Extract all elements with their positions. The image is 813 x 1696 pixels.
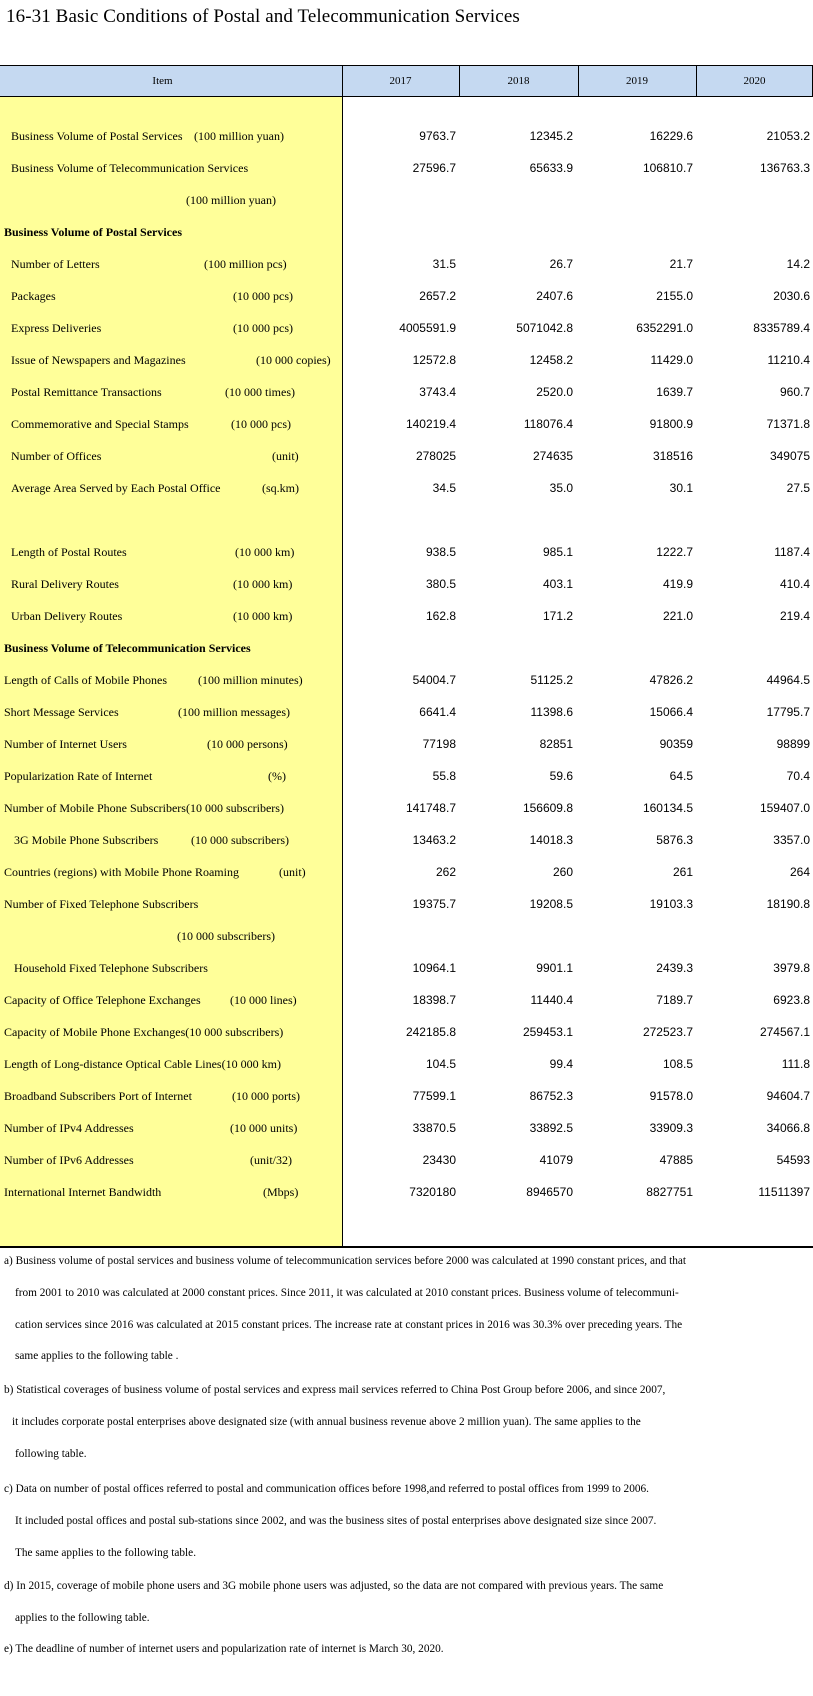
value-cell-2019: 33909.3	[649, 1121, 693, 1135]
table-row	[0, 152, 813, 184]
row-unit: (10 000 subscribers)	[177, 929, 275, 943]
value-cell-2020: 159407.0	[759, 801, 810, 815]
row-unit: (10 000 lines)	[230, 993, 297, 1007]
value-cell-2019: 108.5	[662, 1057, 693, 1071]
value-cell-2019: 1222.7	[656, 545, 693, 559]
value-cell-2018: 118076.4	[523, 417, 573, 431]
value-cell-2018: 14018.3	[529, 833, 573, 847]
value-cell-2019: 221.0	[662, 609, 693, 623]
table-row	[0, 600, 813, 632]
value-cell-2019	[578, 216, 693, 248]
value-cell-2017: 262	[435, 865, 456, 879]
value-cell-2020: 98899	[776, 737, 810, 751]
value-cell-2019: 47885	[659, 1153, 693, 1167]
row-unit: (unit/32)	[250, 1153, 292, 1167]
row-unit: (10 000 pcs)	[233, 289, 293, 303]
value-cell-2020: 54593	[776, 1153, 810, 1167]
row-unit: (100 million minutes)	[198, 673, 303, 687]
table-row	[0, 728, 813, 760]
value-cell-2020: 18190.8	[766, 897, 810, 911]
header-divider	[459, 65, 460, 97]
value-cell-2020: 1187.4	[774, 545, 810, 559]
table-row	[0, 120, 813, 152]
table-row	[0, 408, 813, 440]
value-cell-2018: 12458.2	[529, 353, 573, 367]
value-cell-2017: 9763.7	[419, 129, 456, 143]
value-cell-2020: 2030.6	[773, 289, 810, 303]
row-unit: (10 000 persons)	[207, 737, 288, 751]
note-line: cation services since 2016 was calculated at 2015 constant prices. The increase rate at constant prices in 2016 was 30.3% over preceding years. The	[15, 1319, 683, 1331]
section-heading: Business Volume of Postal Services	[4, 225, 183, 239]
value-cell-2020: 94604.7	[766, 1089, 810, 1103]
note-line: b) Statistical coverages of business volume of postal services and express mail services referred to China Post Group before 2006, and since 2007,	[4, 1384, 666, 1396]
row-label: International Internet Bandwidth	[4, 1185, 162, 1199]
value-cell-2017: 27596.7	[412, 161, 456, 175]
value-cell-2020	[696, 216, 810, 248]
row-unit: (100 million yuan)	[194, 129, 284, 143]
header-year-2019: 2019	[626, 75, 648, 87]
value-cell-2019	[578, 632, 693, 664]
value-cell-2018: 8946570	[526, 1185, 573, 1199]
value-cell-2018: 274635	[532, 449, 573, 463]
header-divider	[696, 65, 697, 97]
row-unit: (unit)	[272, 449, 299, 463]
table-row	[0, 920, 813, 952]
row-label: Average Area Served by Each Postal Office	[11, 481, 221, 495]
value-cell-2018: 403.1	[542, 577, 573, 591]
value-cell-2020: 27.5	[786, 481, 810, 495]
row-unit: (10 000 ports)	[232, 1089, 300, 1103]
row-label: Urban Delivery Routes	[11, 609, 123, 623]
value-cell-2020: 960.7	[779, 385, 810, 399]
row-label: Length of Long-distance Optical Cable Lines(10 000 km)	[4, 1057, 281, 1071]
value-cell-2017: 13463.2	[412, 833, 456, 847]
note-line: The same applies to the following table.	[15, 1547, 197, 1559]
table-row	[0, 280, 813, 312]
row-label: Number of Fixed Telephone Subscribers	[4, 897, 199, 911]
row-label: Capacity of Mobile Phone Exchanges(10 000 subscribers)	[4, 1025, 284, 1039]
row-unit: (10 000 times)	[225, 385, 295, 399]
value-cell-2017: 31.5	[432, 257, 456, 271]
statistics-table	[0, 65, 813, 1247]
value-cell-2018: 5071042.8	[516, 321, 573, 335]
value-cell-2018: 12345.2	[529, 129, 573, 143]
value-cell-2018: 2520.0	[536, 385, 573, 399]
value-cell-2020: 264	[789, 865, 810, 879]
value-cell-2020	[696, 920, 810, 952]
value-cell-2017: 77599.1	[412, 1089, 456, 1103]
row-unit: (100 million yuan)	[186, 193, 276, 207]
value-cell-2018: 260	[552, 865, 573, 879]
row-unit: (sq.km)	[262, 481, 299, 495]
value-cell-2019: 318516	[652, 449, 693, 463]
value-cell-2019: 5876.3	[656, 833, 693, 847]
value-cell-2017: 55.8	[432, 769, 456, 783]
value-cell-2019: 91578.0	[649, 1089, 693, 1103]
value-cell-2019: 30.1	[669, 481, 693, 495]
row-label: Number of Offices	[11, 449, 102, 463]
value-cell-2017: 7320180	[409, 1185, 456, 1199]
value-cell-2019: 106810.7	[642, 161, 693, 175]
row-label: Number of IPv6 Addresses	[4, 1153, 134, 1167]
table-row	[0, 888, 813, 920]
value-cell-2020: 274567.1	[759, 1025, 810, 1039]
value-cell-2017: 380.5	[425, 577, 456, 591]
value-cell-2017: 104.5	[425, 1057, 456, 1071]
table-header	[0, 65, 813, 97]
value-cell-2020: 44964.5	[766, 673, 810, 687]
note-line: following table.	[15, 1448, 87, 1460]
value-cell-2019: 2155.0	[656, 289, 693, 303]
header-year-2017: 2017	[389, 75, 412, 87]
value-cell-2018: 171.2	[542, 609, 573, 623]
value-cell-2019: 1639.7	[656, 385, 693, 399]
row-label: Issue of Newspapers and Magazines	[11, 353, 186, 367]
value-cell-2018: 59.6	[549, 769, 573, 783]
value-cell-2020	[696, 632, 810, 664]
value-cell-2018: 33892.5	[529, 1121, 573, 1135]
table-row	[0, 1144, 813, 1176]
value-cell-2018: 99.4	[549, 1057, 573, 1071]
row-label: Length of Calls of Mobile Phones	[4, 673, 167, 687]
row-label: Packages	[11, 289, 56, 303]
table-row	[0, 344, 813, 376]
value-cell-2020: 11210.4	[767, 353, 810, 367]
value-cell-2018: 65633.9	[529, 161, 573, 175]
table-row	[0, 952, 813, 984]
value-cell-2017: 34.5	[432, 481, 456, 495]
table-bottom-rule	[0, 1246, 813, 1248]
value-cell-2018	[459, 216, 573, 248]
note-line: it includes corporate postal enterprises above designated size (with annual business revenue above 2 million yuan). The same applies to the	[12, 1416, 641, 1428]
value-cell-2019: 6352291.0	[636, 321, 693, 335]
value-cell-2017: 54004.7	[412, 673, 456, 687]
value-cell-2020: 111.8	[781, 1057, 810, 1071]
row-unit: (10 000 subscribers)	[185, 1025, 284, 1039]
section-heading: Business Volume of Telecommunication Services	[4, 641, 251, 655]
value-cell-2019: 15066.4	[649, 705, 693, 719]
table-row	[0, 1048, 813, 1080]
row-unit: (10 000 km)	[233, 577, 293, 591]
row-unit: (unit)	[279, 865, 306, 879]
table-row	[0, 824, 813, 856]
table-row	[0, 1016, 813, 1048]
row-unit: (%)	[268, 769, 286, 783]
row-unit: (10 000 copies)	[256, 353, 331, 367]
value-cell-2017	[342, 216, 456, 248]
row-label: Number of Letters	[11, 257, 100, 271]
value-cell-2020	[696, 504, 810, 536]
row-unit: (Mbps)	[263, 1185, 299, 1199]
row-label: Household Fixed Telephone Subscribers	[14, 961, 208, 975]
table-row	[0, 1176, 813, 1208]
value-cell-2020: 136763.3	[759, 161, 810, 175]
value-cell-2020: 8335789.4	[753, 321, 810, 335]
row-label: Business Volume of Postal Services	[11, 129, 183, 143]
value-cell-2019	[578, 184, 693, 216]
table-row	[0, 376, 813, 408]
value-cell-2019: 261	[672, 865, 693, 879]
value-cell-2019	[578, 504, 693, 536]
value-cell-2017: 23430	[422, 1153, 456, 1167]
value-cell-2018: 259453.1	[522, 1025, 573, 1039]
value-cell-2019: 2439.3	[656, 961, 693, 975]
value-cell-2017: 12572.8	[412, 353, 456, 367]
value-cell-2020: 3357.0	[773, 833, 810, 847]
value-cell-2019: 272523.7	[642, 1025, 693, 1039]
value-cell-2018	[459, 920, 573, 952]
value-cell-2020: 219.4	[779, 609, 810, 623]
value-cell-2017: 162.8	[425, 609, 456, 623]
value-cell-2019: 19103.3	[649, 897, 693, 911]
value-cell-2019: 64.5	[669, 769, 693, 783]
value-cell-2017: 33870.5	[412, 1121, 456, 1135]
note-line: d) In 2015, coverage of mobile phone users and 3G mobile phone users was adjusted, so the data are not compared with previous years. The same	[4, 1580, 664, 1592]
value-cell-2020: 14.2	[786, 257, 810, 271]
table-row	[0, 696, 813, 728]
table-row	[0, 984, 813, 1016]
table-row	[0, 504, 813, 536]
value-cell-2019: 16229.6	[649, 129, 693, 143]
value-cell-2018: 26.7	[549, 257, 573, 271]
table-row	[0, 312, 813, 344]
row-label: Business Volume of Telecommunication Services	[11, 161, 249, 175]
value-cell-2020: 349075	[769, 449, 810, 463]
value-cell-2018: 19208.5	[529, 897, 573, 911]
value-cell-2017: 10964.1	[412, 961, 456, 975]
header-year-2018: 2018	[507, 75, 530, 87]
value-cell-2018	[459, 632, 573, 664]
row-unit: (100 million pcs)	[204, 257, 287, 271]
header-item: Item	[152, 75, 173, 87]
row-unit: (10 000 subscribers)	[191, 833, 289, 847]
value-cell-2018: 35.0	[549, 481, 573, 495]
value-cell-2018: 11440.4	[530, 993, 573, 1007]
table-row	[0, 664, 813, 696]
header-divider	[578, 65, 579, 97]
value-cell-2020: 6923.8	[773, 993, 810, 1007]
value-cell-2019	[578, 920, 693, 952]
value-cell-2017: 140219.4	[405, 417, 456, 431]
value-cell-2019: 7189.7	[656, 993, 693, 1007]
value-cell-2020: 17795.7	[766, 705, 810, 719]
table-row	[0, 632, 813, 664]
table-row	[0, 792, 813, 824]
value-cell-2018: 2407.6	[536, 289, 573, 303]
header-divider	[342, 65, 343, 97]
value-cell-2020	[696, 184, 810, 216]
row-unit: (10 000 km)	[235, 545, 295, 559]
value-cell-2019: 91800.9	[649, 417, 693, 431]
note-line: c) Data on number of postal offices referred to postal and communication offices before 1998,and referred to postal offices from 1999 to 2006.	[4, 1483, 649, 1495]
value-cell-2018: 41079	[539, 1153, 573, 1167]
value-cell-2020: 71371.8	[766, 417, 810, 431]
value-cell-2017: 2657.2	[419, 289, 456, 303]
value-cell-2018	[459, 504, 573, 536]
value-cell-2017: 4005591.9	[399, 321, 456, 335]
value-cell-2017: 278025	[415, 449, 456, 463]
value-cell-2019: 47826.2	[649, 673, 693, 687]
value-cell-2018: 86752.3	[529, 1089, 573, 1103]
value-cell-2018: 51125.2	[530, 673, 573, 687]
row-label: Capacity of Office Telephone Exchanges	[4, 993, 201, 1007]
value-cell-2020: 34066.8	[766, 1121, 810, 1135]
row-unit: (10 000 pcs)	[233, 321, 293, 335]
note-line: same applies to the following table .	[15, 1350, 179, 1362]
value-cell-2017	[342, 184, 456, 216]
value-cell-2019: 160134.5	[642, 801, 693, 815]
value-cell-2018	[459, 184, 573, 216]
value-cell-2019: 11429.0	[650, 353, 693, 367]
value-cell-2017: 6641.4	[419, 705, 456, 719]
value-cell-2017: 242185.8	[405, 1025, 456, 1039]
value-cell-2017: 3743.4	[419, 385, 456, 399]
table-row	[0, 216, 813, 248]
value-cell-2019: 8827751	[646, 1185, 693, 1199]
page-title: 16-31 Basic Conditions of Postal and Telecommunication Services	[6, 6, 520, 27]
table-row	[0, 472, 813, 504]
table-row	[0, 1112, 813, 1144]
note-line: applies to the following table.	[15, 1612, 150, 1624]
table-row	[0, 856, 813, 888]
row-label: Popularization Rate of Internet	[4, 769, 153, 783]
row-unit: (10 000 units)	[230, 1121, 298, 1135]
value-cell-2020: 70.4	[786, 769, 810, 783]
row-unit: (10 000 subscribers)	[185, 801, 284, 815]
row-unit: (10 000 km)	[221, 1057, 281, 1071]
value-cell-2020: 11511397	[758, 1185, 810, 1199]
value-cell-2018: 985.1	[542, 545, 573, 559]
table-row	[0, 1080, 813, 1112]
table-row	[0, 440, 813, 472]
value-cell-2019: 21.7	[669, 257, 693, 271]
table-row	[0, 184, 813, 216]
row-label: Rural Delivery Routes	[11, 577, 119, 591]
note-line: It included postal offices and postal sub-stations since 2002, and was the business sites of postal enterprises above designated size since 2007.	[15, 1515, 657, 1527]
value-cell-2020: 21053.2	[766, 129, 810, 143]
row-unit: (10 000 km)	[233, 609, 293, 623]
value-cell-2017: 18398.7	[412, 993, 456, 1007]
row-unit: (10 000 pcs)	[231, 417, 291, 431]
value-cell-2017	[342, 632, 456, 664]
value-cell-2018: 156609.8	[522, 801, 573, 815]
row-label: Length of Postal Routes	[11, 545, 127, 559]
row-label: 3G Mobile Phone Subscribers	[14, 833, 159, 847]
row-label: Number of Mobile Phone Subscribers(10 000 subscribers)	[4, 801, 284, 815]
value-cell-2018: 82851	[539, 737, 573, 751]
header-year-2020: 2020	[743, 75, 766, 87]
row-label: Postal Remittance Transactions	[11, 385, 162, 399]
row-label: Express Deliveries	[11, 321, 102, 335]
value-cell-2019: 419.9	[662, 577, 693, 591]
table-row	[0, 760, 813, 792]
table-row	[0, 248, 813, 280]
row-label: Broadband Subscribers Port of Internet	[4, 1089, 192, 1103]
row-label: Number of IPv4 Addresses	[4, 1121, 134, 1135]
value-cell-2017: 141748.7	[405, 801, 456, 815]
value-cell-2017: 19375.7	[412, 897, 456, 911]
value-cell-2017: 77198	[422, 737, 456, 751]
value-cell-2018: 9901.1	[536, 961, 573, 975]
note-line: from 2001 to 2010 was calculated at 2000 constant prices. Since 2011, it was calculated at 2010 constant prices. Business volume of telecommuni-	[15, 1287, 679, 1299]
table-row	[0, 536, 813, 568]
value-cell-2017	[342, 504, 456, 536]
row-unit: (100 million messages)	[178, 705, 290, 719]
value-cell-2019: 90359	[659, 737, 693, 751]
row-label: Short Message Services	[4, 705, 119, 719]
table-row	[0, 568, 813, 600]
row-label: Countries (regions) with Mobile Phone Roaming	[4, 865, 239, 879]
value-cell-2020: 3979.8	[773, 961, 810, 975]
note-line: a) Business volume of postal services and business volume of telecommunication services before 2000 was calculated at 1990 constant prices, and that	[4, 1255, 687, 1267]
value-cell-2020: 410.4	[779, 577, 810, 591]
row-label: Commemorative and Special Stamps	[11, 417, 189, 431]
row-label: Number of Internet Users	[4, 737, 127, 751]
value-cell-2017	[342, 920, 456, 952]
note-line: e) The deadline of number of internet users and popularization rate of internet is March 30, 2020.	[4, 1643, 444, 1655]
value-cell-2017: 938.5	[425, 545, 456, 559]
value-cell-2018: 11398.6	[530, 705, 573, 719]
